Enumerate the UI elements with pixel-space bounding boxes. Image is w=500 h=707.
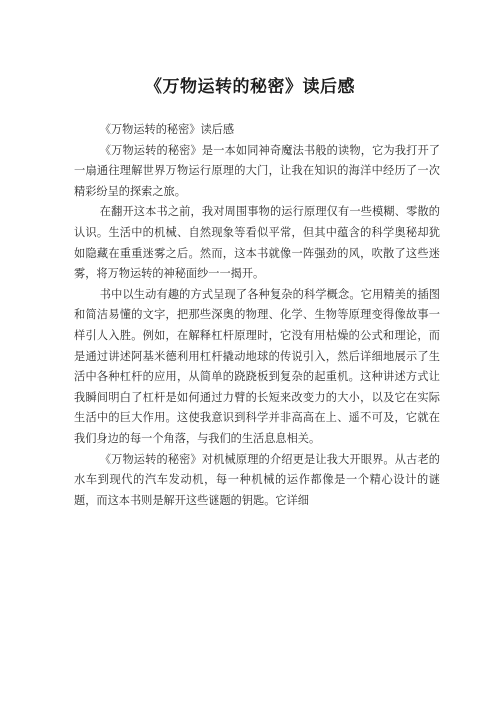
body-paragraph: 《万物运转的秘密》读后感 [99, 123, 235, 136]
body-paragraph: 《万物运转的秘密》是一本如同神奇魔法书般的读物，它为我打开了一扇通往理解世界万物运行原理的大门，让我在知识的海洋中经历了一次精彩纷呈的探索之旅。 [74, 143, 440, 198]
body-paragraph: 在翻开这本书之前，我对周围事物的运行原理仅有一些模糊、零散的认识。生活中的机械、自然现象等看似平常，但其中蕴含的科学奥秘却犹如隐藏在重重迷雾之后。然而，这本书就像一阵强劲的风，吹散了这些迷雾，将万物运转的神秘面纱一一揭开。 [74, 205, 440, 281]
body-paragraph: 书中以生动有趣的方式呈现了各种复杂的科学概念。它用精美的插图和简洁易懂的文字，把那些深奥的物理、化学、生物等原理变得像故事一样引人入胜。例如，在解释杠杆原理时，它没有用枯燥的公式和理论，而是通过讲述阿基米德利用杠杆撬动地球的传说引入，然后详细地展示了生活中各种杠杆的应用，从简单的跷跷板到复杂的起重机。这种讲述方式让我瞬间明白了杠杆是如何通过力臂的长短来改变力的大小，以及它在实际生活中的巨大作用。这使我意识到科学并非高高在上、遥不可及，它就在我们身边的每一个角落，与我们的生活息息相关。 [74, 287, 440, 445]
document-title: 《万物运转的秘密》读后感 [145, 77, 355, 97]
document-body [74, 120, 440, 511]
body-paragraph: 《万物运转的秘密》对机械原理的介绍更是让我大开眼界。从古老的水车到现代的汽车发动机，每一种机械的运作都像是一个精心设计的谜题，而这本书则是解开这些谜题的钥匙。它详细 [74, 452, 440, 507]
